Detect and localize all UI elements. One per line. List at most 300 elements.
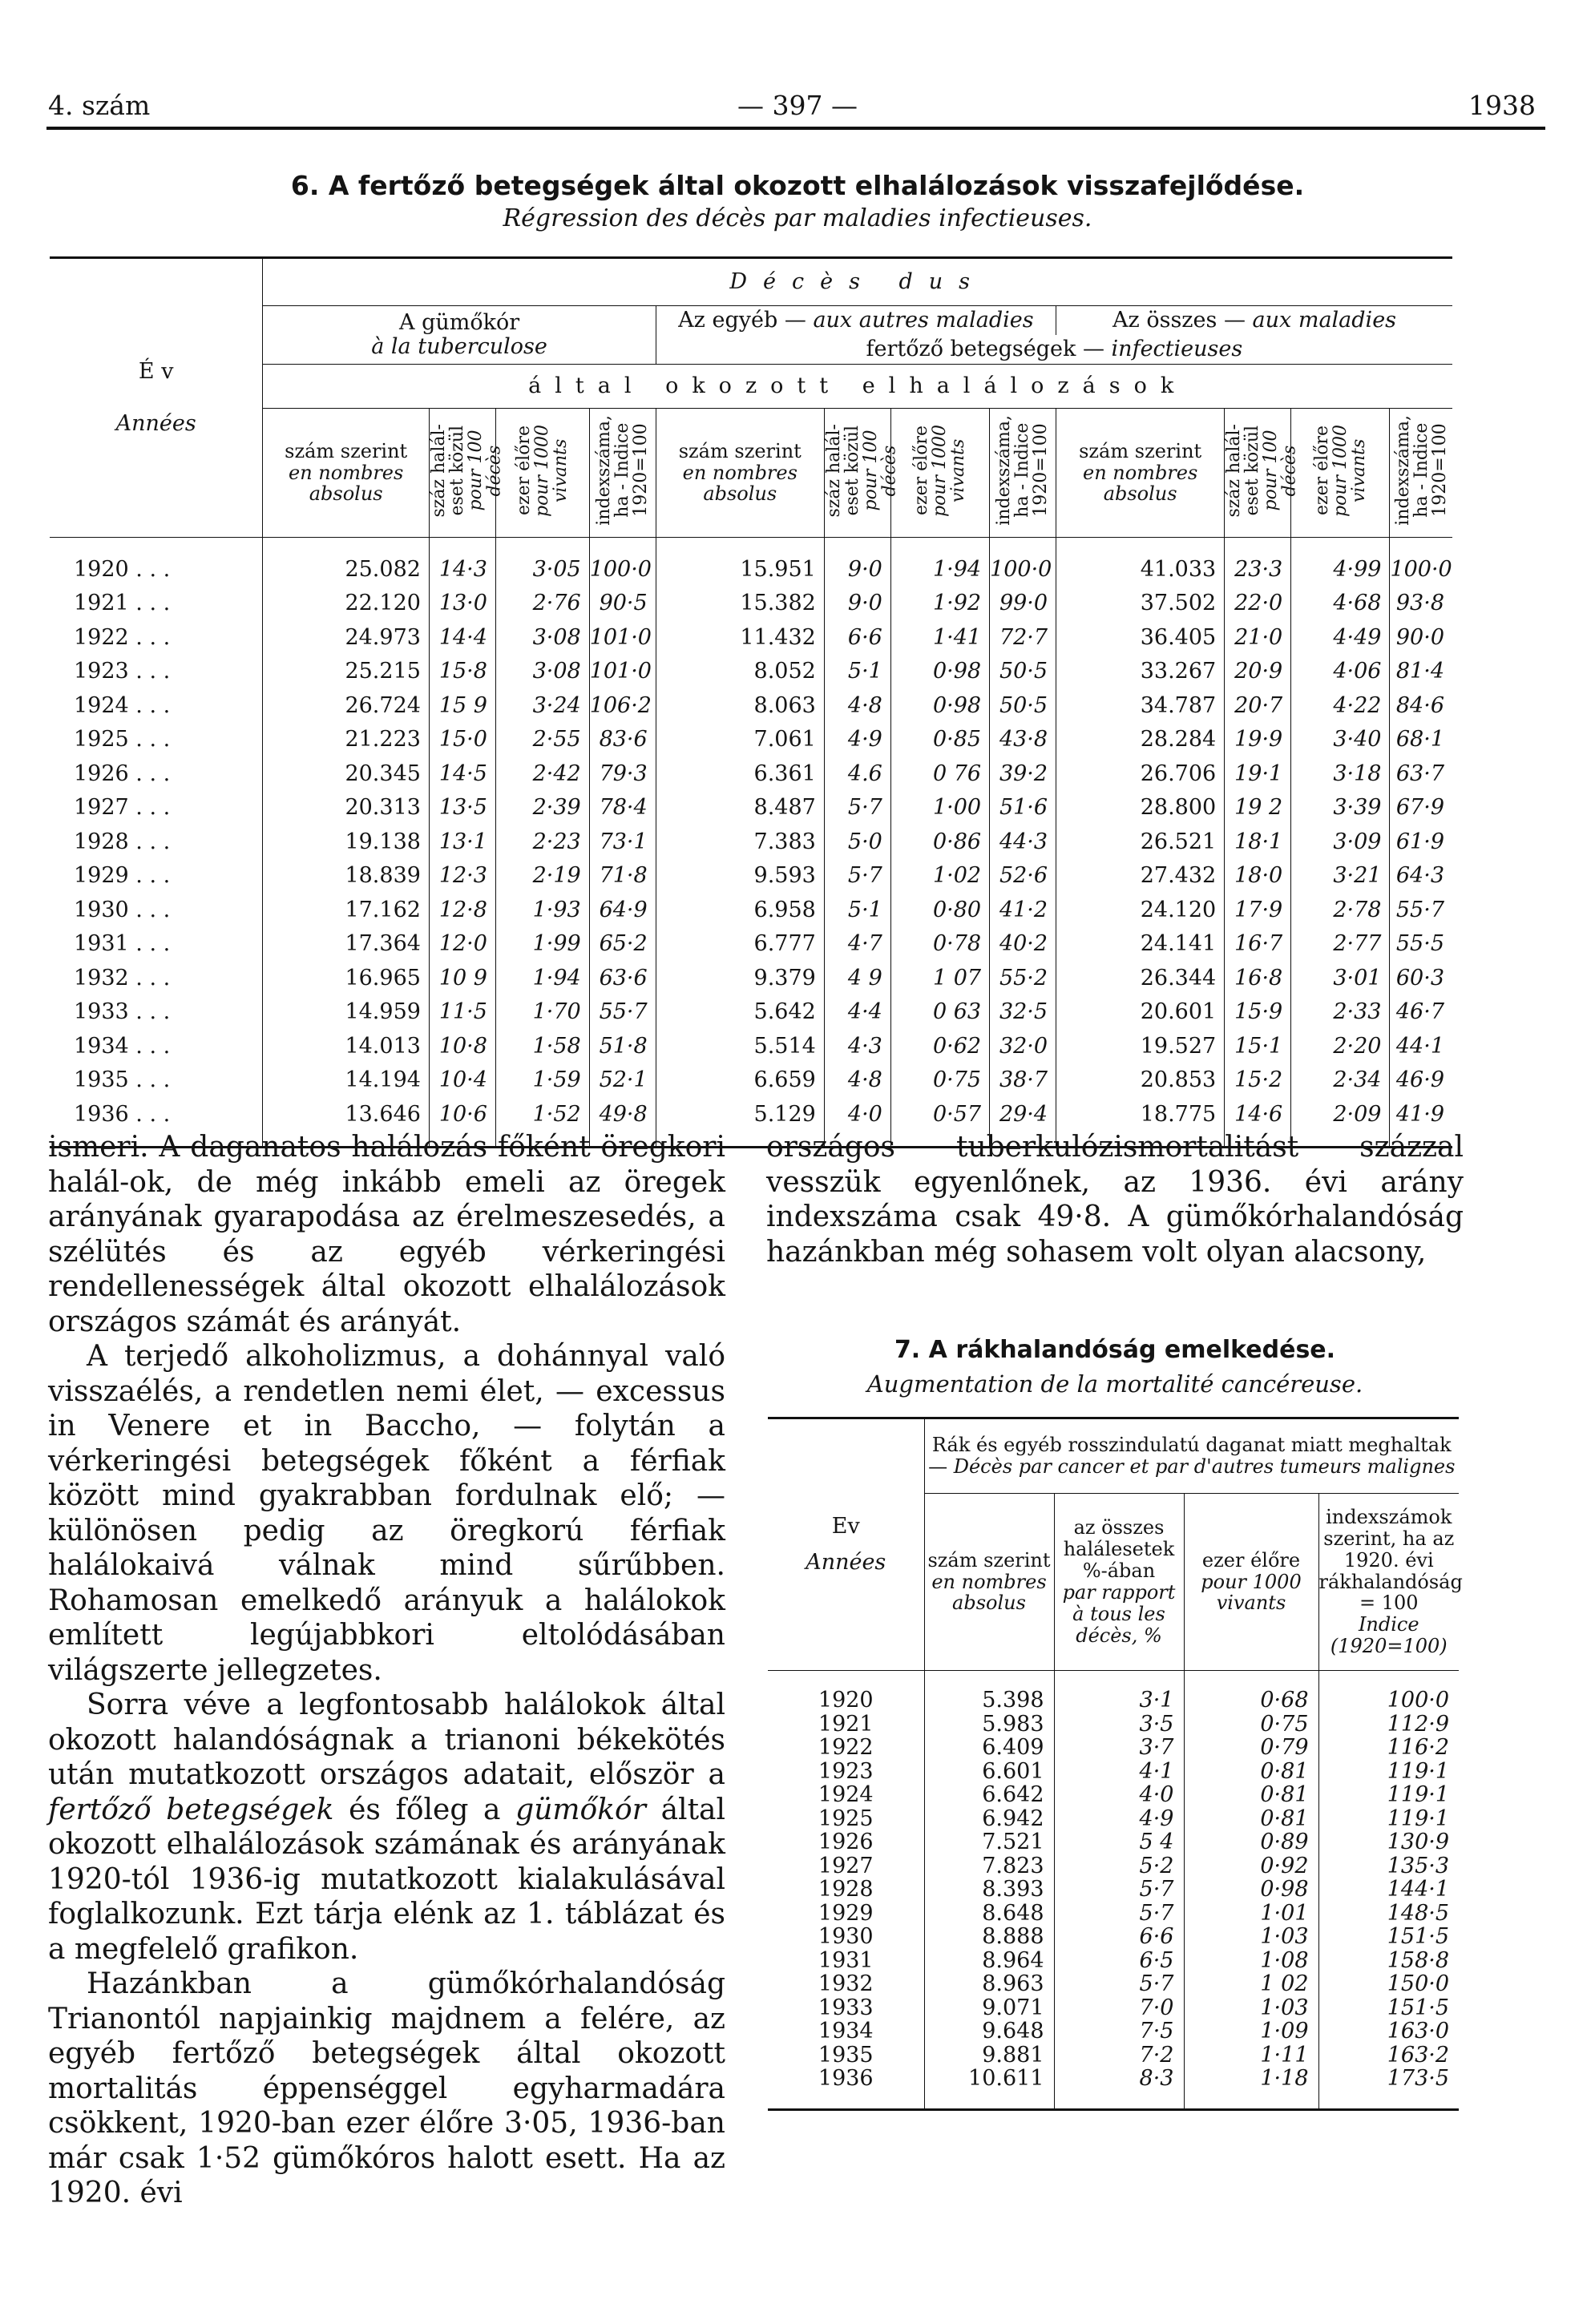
table-cell: 38·7 [990, 1063, 1056, 1098]
table-cell: 3·1 [1054, 1689, 1184, 1713]
table-cell: 26.521 [1056, 825, 1225, 859]
table-cell: 5·1 [824, 893, 890, 927]
table-cell: 20.313 [263, 791, 430, 825]
table-cell: 4·0 [824, 1097, 890, 1132]
table-cell: 3·08 [495, 620, 589, 655]
table-cell: 1·99 [495, 927, 589, 962]
table-cell: 16·7 [1225, 927, 1291, 962]
table-cell: 1·70 [495, 995, 589, 1030]
table-row [50, 791, 1452, 825]
table-row [768, 1783, 1459, 1807]
table-cell: 51·6 [990, 791, 1056, 825]
table-year-cell: 1936 [818, 2066, 874, 2092]
table-cell: 5·7 [1054, 1902, 1184, 1926]
table-cell: 15.951 [656, 552, 824, 587]
table6-title: 6. A fertőző betegségek által okozott elhalálozások visszafejlődése. [290, 170, 1305, 201]
table-cell: 13·1 [429, 825, 495, 859]
table-row [50, 893, 1452, 927]
table-cell: 3·21 [1291, 859, 1390, 894]
table-cell: 46·9 [1390, 1063, 1452, 1098]
table-cell: 0 63 [890, 995, 989, 1030]
table-cell: 72·7 [990, 620, 1056, 655]
table-year-cell: 1927 . . . [74, 795, 171, 821]
table-cell: 8.964 [924, 1949, 1054, 1973]
table-cell: 11.432 [656, 620, 824, 655]
table-cell: 9.648 [924, 2019, 1054, 2044]
table-cell: 4·49 [1291, 620, 1390, 655]
table-cell: 0·81 [1184, 1783, 1318, 1807]
table-cell: 4·3 [824, 1029, 890, 1063]
table-cell: 4·9 [1054, 1807, 1184, 1831]
table-cell: 29·4 [990, 1097, 1056, 1132]
table-year-cell: 1934 [818, 2019, 874, 2044]
table-cell: 0·92 [1184, 1854, 1318, 1878]
table-cell: 8.648 [924, 1902, 1054, 1926]
table-cell: 0·75 [1184, 1713, 1318, 1737]
table-cell: 15·0 [429, 723, 495, 757]
table-cell: 1·59 [495, 1063, 589, 1098]
table-row [768, 2067, 1459, 2091]
table-cell: 0·80 [890, 893, 989, 927]
table-year-cell: 1925 [818, 1806, 874, 1831]
table6-col-index: indexszáma, ha - Indice 1920=100 [589, 409, 656, 538]
table-cell: 21·0 [1225, 620, 1291, 655]
table-cell: 101·0 [589, 655, 656, 689]
table-cell: 5·7 [1054, 1878, 1184, 1902]
table-cell: 4·4 [824, 995, 890, 1030]
table-cell: 65·2 [589, 927, 656, 962]
table-cell: 8.888 [924, 1925, 1054, 1949]
table-cell: 2·09 [1291, 1097, 1390, 1132]
table-cell: 81·4 [1390, 655, 1452, 689]
table-cell: 24.120 [1056, 893, 1225, 927]
table-year-cell: 1929 . . . [74, 863, 171, 889]
table-cell: 50·5 [990, 655, 1056, 689]
table-year-cell: 1921 . . . [74, 591, 171, 616]
table-year-cell: 1935 . . . [74, 1067, 171, 1093]
table-cell: 24.973 [263, 620, 430, 655]
table-row [50, 757, 1452, 791]
table-cell: 7.823 [924, 1854, 1054, 1878]
paragraph: Sorra véve a legfontosabb halálokok által okozott halandóságnak a trianoni békekötés után mutatkozott országos adatait, először a fertőző betegségek és főleg a gümőkór által okozott elhalálozások számának és arányának 1920-tól 1936-ig mutatkozott kialakulásával foglalkozunk. Ezt tárja elénk az 1. táblázat és a megfelelő grafikon. [48, 1689, 726, 1966]
table-row [768, 1925, 1459, 1949]
page-header-year: 1938 [1468, 90, 1536, 121]
paragraph: országos tuberkulózismortalitást százzal vesszük egyenlőnek, az 1936. évi arány indexszáma csak 49·8. A gümőkórhalandóság hazánkban még sohasem volt olyan alacsony, [766, 1131, 1464, 1269]
table-cell: 5.398 [924, 1689, 1054, 1713]
table-year-cell: 1930 . . . [74, 897, 171, 922]
table7 [768, 1417, 1463, 2111]
table-row [50, 688, 1452, 723]
table-cell: 84·6 [1390, 688, 1452, 723]
table-cell: 100·0 [1318, 1689, 1459, 1713]
table-cell: 7·5 [1054, 2019, 1184, 2044]
table-cell: 14·3 [429, 552, 495, 587]
paragraph: A terjedő alkoholizmus, a dohánnyal való visszaélés, a rendetlen nemi élet, — excessus in Venere et in Baccho, — folytán a vérkeringési betegségek főként a férfiak között mind gyakrabban fordulnak elő; — különösen pedig az öregkorú férfiak halálokaivá válnak mind sűrűbben. Rohamosan emelkedő arányuk a halálokok említett legújabbkori eltolódásában világszerte jellegzetes. [48, 1340, 725, 1687]
table-cell: 52·6 [990, 859, 1056, 894]
table-year-cell: 1920 [818, 1688, 874, 1713]
table-cell: 6.361 [656, 757, 824, 791]
table-cell: 5.642 [656, 995, 824, 1030]
table6-col-szaz: száz halál- eset közül pour 100 décès [429, 409, 495, 538]
table7-subtitle: Augmentation de la mortalité cancéreuse. [866, 1370, 1363, 1398]
table-cell: 1·09 [1184, 2019, 1318, 2044]
table-cell: 5·7 [1054, 1972, 1184, 1996]
table-cell: 4·99 [1291, 552, 1390, 587]
table-row [768, 1949, 1459, 1973]
table6-infectious-header: fertőző betegségek — infectieuses [656, 335, 1452, 365]
table-cell: 20.345 [263, 757, 430, 791]
table-cell: 106·2 [589, 688, 656, 723]
table-cell: 158·8 [1318, 1949, 1459, 1973]
table6-tuberculosis-header: A gümőkór à la tuberculose [263, 306, 656, 365]
table-row [50, 620, 1452, 655]
table-cell: 14.194 [263, 1063, 430, 1098]
table-row [50, 825, 1452, 859]
table7-col-szam: szám szerint en nombres absolus [924, 1494, 1054, 1671]
table-row [768, 1854, 1459, 1878]
table-row [768, 1902, 1459, 1926]
table-cell: 10·4 [429, 1063, 495, 1098]
table-cell: 64·3 [1390, 859, 1452, 894]
table-cell: 60·3 [1390, 961, 1452, 995]
table-cell: 8.052 [656, 655, 824, 689]
table-row [50, 1063, 1452, 1098]
table-cell: 6.601 [924, 1760, 1054, 1784]
table-cell: 55·5 [1390, 927, 1452, 962]
table-cell: 52·1 [589, 1063, 656, 1098]
table-year-cell: 1924 [818, 1782, 874, 1808]
table-cell: 4·8 [824, 688, 890, 723]
table-row [50, 995, 1452, 1030]
table-cell: 21.223 [263, 723, 430, 757]
table-cell: 130·9 [1318, 1830, 1459, 1854]
table-cell: 6·6 [1054, 1925, 1184, 1949]
table-row [50, 927, 1452, 962]
table-cell: 22.120 [263, 587, 430, 621]
table-cell: 15 9 [429, 688, 495, 723]
table-cell: 100·0 [990, 552, 1056, 587]
table-cell: 3·5 [1054, 1713, 1184, 1737]
table-row [50, 552, 1452, 587]
table-row [50, 1029, 1452, 1063]
table-cell: 3·7 [1054, 1736, 1184, 1760]
table-year-cell: 1935 [818, 2042, 874, 2068]
table-year-cell: 1924 . . . [74, 692, 171, 718]
table-row [768, 1830, 1459, 1854]
table-cell: 44·1 [1390, 1029, 1452, 1063]
table-cell: 41·9 [1390, 1097, 1452, 1132]
table-cell: 112·9 [1318, 1713, 1459, 1737]
table-cell: 1·02 [890, 859, 989, 894]
table-cell: 73·1 [589, 825, 656, 859]
table-cell: 14.959 [263, 995, 430, 1030]
table-cell: 3·08 [495, 655, 589, 689]
table-cell: 2·76 [495, 587, 589, 621]
table-cell: 41·2 [990, 893, 1056, 927]
table-cell: 1·52 [495, 1097, 589, 1132]
table-cell: 55·2 [990, 961, 1056, 995]
table-cell: 4·9 [824, 723, 890, 757]
table-cell: 2·34 [1291, 1063, 1390, 1098]
table-cell: 83·6 [589, 723, 656, 757]
table-cell: 0·75 [890, 1063, 989, 1098]
table-cell: 4·1 [1054, 1760, 1184, 1784]
table-cell: 11·5 [429, 995, 495, 1030]
table-cell: 119·1 [1318, 1760, 1459, 1784]
table6 [50, 256, 1452, 1148]
table-cell: 15·9 [1225, 995, 1291, 1030]
table-cell: 50·5 [990, 688, 1056, 723]
table-cell: 0·81 [1184, 1760, 1318, 1784]
table-cell: 1 02 [1184, 1972, 1318, 1996]
table-cell: 8·3 [1054, 2067, 1184, 2091]
table-cell: 18·0 [1225, 859, 1291, 894]
table-cell: 7.521 [924, 1830, 1054, 1854]
table-cell: 150·0 [1318, 1972, 1459, 1996]
table-year-cell: 1931 [818, 1947, 874, 1973]
table6-altal-header: által okozott elhalálozások [263, 365, 1452, 409]
table-row [768, 1736, 1459, 1760]
table6-col-szam: szám szerint en nombres absolus [263, 409, 430, 538]
table-cell: 3·05 [495, 552, 589, 587]
table-cell: 4·8 [824, 1063, 890, 1098]
table-cell: 2·20 [1291, 1029, 1390, 1063]
table-cell: 90·0 [1390, 620, 1452, 655]
table-cell: 1·11 [1184, 2044, 1318, 2068]
table-year-cell: 1927 [818, 1853, 874, 1878]
table-year-cell: 1934 . . . [74, 1033, 171, 1059]
table6-col-szam: szám szerint en nombres absolus [656, 409, 824, 538]
table-year-cell: 1928 . . . [74, 829, 171, 854]
table-row [50, 655, 1452, 689]
table-cell: 33.267 [1056, 655, 1225, 689]
table-cell: 0·78 [890, 927, 989, 962]
table-cell: 151·5 [1318, 1925, 1459, 1949]
table-cell: 43·8 [990, 723, 1056, 757]
table6-col-ezer: ezer élőre pour 1000 vivants [495, 409, 589, 538]
table6-col-index: indexszáma, ha - Indice 1920=100 [990, 409, 1056, 538]
page-header-issue: 4. szám [48, 90, 151, 121]
table-cell: 7.383 [656, 825, 824, 859]
table-row [768, 1807, 1459, 1831]
table-row [768, 1689, 1459, 1713]
table-cell: 27.432 [1056, 859, 1225, 894]
table-year-cell: 1922 [818, 1735, 874, 1761]
table-cell: 55·7 [589, 995, 656, 1030]
table-cell: 14·4 [429, 620, 495, 655]
table-cell: 78·4 [589, 791, 656, 825]
table6-col-szam: szám szerint en nombres absolus [1056, 409, 1225, 538]
table-row [768, 2019, 1459, 2044]
table-row [50, 961, 1452, 995]
table-cell: 1·93 [495, 893, 589, 927]
table-cell: 2·23 [495, 825, 589, 859]
table-cell: 1·00 [890, 791, 989, 825]
table-cell: 14·6 [1225, 1097, 1291, 1132]
table-cell: 119·1 [1318, 1783, 1459, 1807]
table-cell: 79·3 [589, 757, 656, 791]
table-cell: 6.642 [924, 1783, 1054, 1807]
table-cell: 8.487 [656, 791, 824, 825]
table-cell: 9.379 [656, 961, 824, 995]
table-cell: 163·0 [1318, 2019, 1459, 2044]
table-cell: 71·8 [589, 859, 656, 894]
table-cell: 0·85 [890, 723, 989, 757]
table-cell: 7·0 [1054, 1996, 1184, 2020]
table-cell: 26.724 [263, 688, 430, 723]
table-cell: 1 07 [890, 961, 989, 995]
table-cell: 9·0 [824, 587, 890, 621]
table-cell: 13·0 [429, 587, 495, 621]
table-cell: 4.6 [824, 757, 890, 791]
table-cell: 151·5 [1318, 1996, 1459, 2020]
table-cell: 46·7 [1390, 995, 1452, 1030]
table7-year-header: Ev Années [768, 1418, 924, 1671]
table-cell: 12·8 [429, 893, 495, 927]
table-row [50, 723, 1452, 757]
table-cell: 101·0 [589, 620, 656, 655]
table-year-cell: 1923 . . . [74, 659, 171, 684]
table-cell: 3·24 [495, 688, 589, 723]
table-cell: 1·92 [890, 587, 989, 621]
table-cell: 0·68 [1184, 1689, 1318, 1713]
table-cell: 8.393 [924, 1878, 1054, 1902]
table-cell: 23·3 [1225, 552, 1291, 587]
table-cell: 25.215 [263, 655, 430, 689]
table-year-cell: 1922 . . . [74, 624, 171, 650]
table-cell: 6.409 [924, 1736, 1054, 1760]
table-cell: 0·81 [1184, 1807, 1318, 1831]
table-cell: 19.527 [1056, 1029, 1225, 1063]
table-cell: 67·9 [1390, 791, 1452, 825]
table-cell: 28.284 [1056, 723, 1225, 757]
table-cell: 4·22 [1291, 688, 1390, 723]
table-row [768, 1760, 1459, 1784]
table-cell: 36.405 [1056, 620, 1225, 655]
table-year-cell: 1925 . . . [74, 727, 171, 752]
table-cell: 1·03 [1184, 1925, 1318, 1949]
table-cell: 7.061 [656, 723, 824, 757]
table-year-cell: 1920 . . . [74, 556, 171, 582]
table-cell: 2·77 [1291, 927, 1390, 962]
table-cell: 63·6 [589, 961, 656, 995]
table-cell: 3·39 [1291, 791, 1390, 825]
table-year-cell: 1926 . . . [74, 761, 171, 786]
table-cell: 15·2 [1225, 1063, 1291, 1098]
table6-other-header: Az egyéb — aux autres maladies [656, 306, 1056, 336]
table-cell: 5 4 [1054, 1830, 1184, 1854]
table-year-cell: 1936 . . . [74, 1101, 171, 1127]
table7-title: 7. A rákhalandóság emelkedése. [894, 1336, 1336, 1364]
table-cell: 2·19 [495, 859, 589, 894]
table-cell: 39·2 [990, 757, 1056, 791]
header-rule [46, 127, 1545, 130]
table-cell: 12·3 [429, 859, 495, 894]
table-cell: 14.013 [263, 1029, 430, 1063]
table-cell: 4·0 [1054, 1783, 1184, 1807]
table-cell: 22·0 [1225, 587, 1291, 621]
table-cell: 135·3 [1318, 1854, 1459, 1878]
table-cell: 20.601 [1056, 995, 1225, 1030]
table-cell: 1·94 [890, 552, 989, 587]
table-cell: 9·0 [824, 552, 890, 587]
table-cell: 17.364 [263, 927, 430, 962]
table-cell: 0 76 [890, 757, 989, 791]
table-cell: 148·5 [1318, 1902, 1459, 1926]
table-cell: 5·1 [824, 655, 890, 689]
table-cell: 3·01 [1291, 961, 1390, 995]
table-cell: 61·9 [1390, 825, 1452, 859]
table-cell: 15·1 [1225, 1029, 1291, 1063]
table-year-cell: 1933 . . . [74, 999, 171, 1025]
table-cell: 1·94 [495, 961, 589, 995]
table-cell: 1·41 [890, 620, 989, 655]
table-cell: 68·1 [1390, 723, 1452, 757]
table-cell: 0·79 [1184, 1736, 1318, 1760]
table-cell: 5·7 [824, 859, 890, 894]
table-cell: 7·2 [1054, 2044, 1184, 2068]
table-cell: 1·08 [1184, 1949, 1318, 1973]
table-cell: 0·86 [890, 825, 989, 859]
table-year-cell: 1923 [818, 1758, 874, 1784]
table-cell: 14·5 [429, 757, 495, 791]
table6-year-header: É v Années [50, 258, 263, 538]
table-row [768, 1972, 1459, 1996]
table-cell: 9.071 [924, 1996, 1054, 2020]
table-cell: 19.138 [263, 825, 430, 859]
table-cell: 6.777 [656, 927, 824, 962]
table6-col-ezer: ezer élőre pour 1000 vivants [890, 409, 989, 538]
table-cell: 4·06 [1291, 655, 1390, 689]
table-cell: 63·7 [1390, 757, 1452, 791]
table-cell: 19 2 [1225, 791, 1291, 825]
table-cell: 15.382 [656, 587, 824, 621]
table-cell: 6.958 [656, 893, 824, 927]
table-cell: 173·5 [1318, 2067, 1459, 2091]
table-year-cell: 1921 [818, 1711, 874, 1737]
table-row [768, 1713, 1459, 1737]
table-cell: 1·01 [1184, 1902, 1318, 1926]
table-cell: 1·18 [1184, 2067, 1318, 2091]
table-cell: 6.942 [924, 1807, 1054, 1831]
table-cell: 19·1 [1225, 757, 1291, 791]
table-cell: 41.033 [1056, 552, 1225, 587]
table-cell: 18.839 [263, 859, 430, 894]
table-cell: 0·98 [890, 655, 989, 689]
table-cell: 3·40 [1291, 723, 1390, 757]
table-year-cell: 1932 [818, 1971, 874, 1997]
table-cell: 20·9 [1225, 655, 1291, 689]
table-row [768, 1878, 1459, 1902]
table-cell: 2·42 [495, 757, 589, 791]
table-cell: 16.965 [263, 961, 430, 995]
table-cell: 4·68 [1291, 587, 1390, 621]
table-cell: 9.881 [924, 2044, 1054, 2068]
table-row [50, 1097, 1452, 1132]
paragraph: ismeri. A daganatos halálozás főként öregkori halál-ok, de még inkább emeli az öregek arányának gyarapodása az érelmeszesedés, a szélütés és az egyéb vérkeringési rendellenességek által okozott elhalálozások országos számát és arányát. [48, 1131, 725, 1338]
table-cell: 26.344 [1056, 961, 1225, 995]
table-cell: 32·5 [990, 995, 1056, 1030]
table-cell: 10·8 [429, 1029, 495, 1063]
page-number: — 397 — [737, 90, 858, 121]
table7-col-index: indexszámok szerint, ha az 1920. évi rákhalandóság = 100 Indice (1920=100) [1318, 1494, 1459, 1671]
table-cell: 4·7 [824, 927, 890, 962]
table-cell: 93·8 [1390, 587, 1452, 621]
table-cell: 16·8 [1225, 961, 1291, 995]
table-cell: 40·2 [990, 927, 1056, 962]
table-cell: 2·78 [1291, 893, 1390, 927]
table-cell: 10 9 [429, 961, 495, 995]
